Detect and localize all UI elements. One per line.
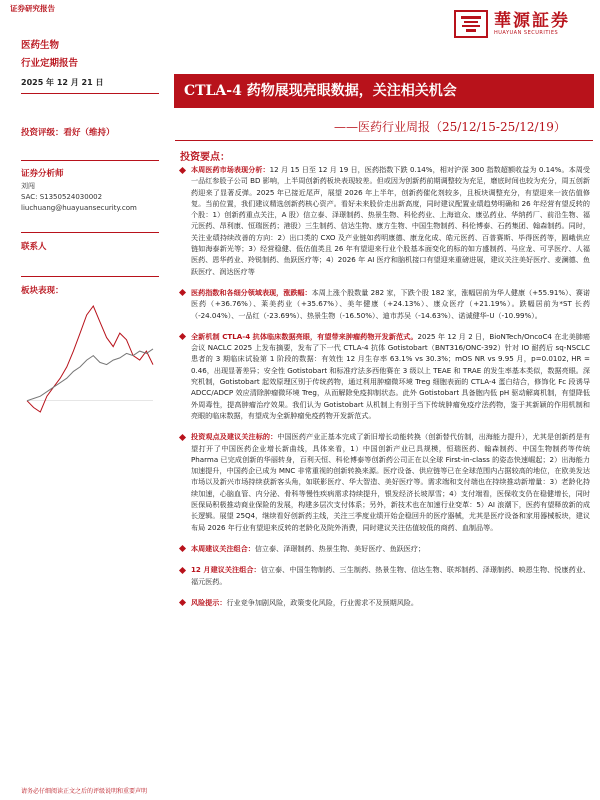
point-index-performance [180,287,590,321]
point-monthly-portfolio [180,564,590,587]
point-text: 行业竞争加剧风险，政策变化风险，行业需求不及预期风险。 [226,597,418,607]
left-divider-4 [21,276,159,277]
left-divider [21,93,159,94]
sector-performance-chart [21,300,159,418]
key-points-title: 投资要点： [180,152,230,163]
report-subtitle: ——医药行业周报（25/12/15-25/12/19） [334,120,566,134]
point-text: 中国医药产业正基本完成了新旧增长动能转换（创新替代仿制，出海能力提升），尤其是创新药是有望打开了中国医药企业增长新曲线，具体来看，1）中国创新产业已具规模，恒瑞医药、翰森制药、中国生物制药等传统 Pharma 已完成创新的华丽转身，百利天恒、科伦博泰等创新药公司正在以全球 First-in-class 的姿态快速崛起；2）出海能力加速提升，中国药企已成为 MNC 非常重视的创新转换来源。医疗设备、供应链等已在全球范围内占据较高的地位，在欧美发达市场以及新兴市场持续获新客头角，如联影医疗、华大智造、美好医疗等。需求端和支付端也在持续推动新增量：3）老龄化持续加速，心脑血管、内分泌、骨科等慢性疾病需求持续提升，银发经济长坡厚雪；4）支付端看，医保收支仍在稳健增长，同时医保局积极推动商业保险的发展，构建多层次支付体系；另外，新技术也在加速行业变革：5）AI 浪潮下，医药有望释放新的成长逻辑。展望 25Q4，继续看好创新药主线，关注三季度业绩开始企稳回升的医疗器械，尤其是医疗设备和家用器械板块，建议布局 2026 年行业有望迎来反转的老龄化及院外消费，同时建议关注估值较低的商药、血制品等。 [191,432,590,532]
analyst-section-title: 证券分析师 [21,169,64,179]
brand-logo [454,10,570,38]
point-text: 12 月 15 日至 12 月 19 日，医药指数下跌 0.14%，相对沪深 300 指数超额收益为 0.14%。本周受一品红参股子公司 BD 影响，上半周创新药板块表现较差。但或因为创新药前期调整较为充足，磨底时间也较为充分，周五创新药迎来了显著反弹。2025 年已接近尾声，展望 2026 年上半年，创新药催化剂较多，且板块调整充分，有望迎来一波估值修复。当前位置，我们建议精选创新药核心资产。看好未来股价走出新高度，同时建议配置业绩趋势明确和 26 年经营有望反转的个股：1）创新药重点关注，A 股）信立泰、泽璟制药、热景生物、科伦药业、上海谊众、康弘药业、华纳药厂、前沿生物、福元医药、昂利康、恒瑞医药；港股）三生制药、信达生物、康方生物、中国生物制药、科伦博泰、石药集团、翰森制药。同时，关注业绩持续改善的方向：2）出口类的 CXO 及产业链如药明康德、康龙化成、皓元医药、百普赛斯、毕得医药等，圆峨供应链如海泰新光等；3）经营稳健、低估值类且 26 年有望迎来行业个股基本面变化的标的如方盛制药、马应龙、可孚医疗、人福医药、恩华药业、羚锐制药、鱼跃医疗等；4）2026 年 AI 医疗和脑机接口有望迎来重磅进展，建议关注美好医疗、麦澜德、鱼跃医疗、润达医疗等 [191,165,590,276]
report-title: CTLA-4 药物展现亮眼数据，关注相关机会 [174,74,594,108]
left-divider-2 [21,160,159,161]
point-lead: 风险提示： [191,597,227,607]
point-risk [180,597,590,608]
point-text: 2025 年 12 月 2 日，BioNTech/OncoC4 在北美肺癌会议 NACLC 2025 上发布摘要，发布了下一代 CTLA-4 抗体 Gotistobart（BNT316/ONC-392）针对 IO 耐药后 sq-NSCLC 患者的 3 期临床试验第 1 阶段的数据：有效性 12 月生存率 63.1% vs 30.3%；mOS NR vs 9.95 月，p=0.0102, HR = 0.46，出现显著差异；安全性 Gotistobart 和标准疗法多西他赛在 3 级以上 TEAE 和 TRAE 的发生率基本类似，数据亮眼。深究机制，Gotistobart 起效原理区别于传统药物，通过利用肿瘤微环境 Treg 细胞表面的 CTLA-4 蛋白结合，修饰化 Fc 段诱导 ADCC/ADCP 效应清除肿瘤微环境 Treg，从而解除免疫抑制状态。此外 Gotistobart 具备胞内低 pH 驱动解离机制，有望降低外周毒性，提高肿瘤治疗效果。我们认为 Gotistobart 从机制上有别于当下传统肿瘤免疫疗法药物，鉴于其新颖的作用机制和亮眼的临床数据，有望成为全新肿瘤免疫药物开发新范式。 [191,331,590,420]
logo-english-name: HUAYUAN SECURITIES [494,30,559,36]
point-lead: 本周医药市场表现分析： [191,165,270,174]
point-lead: 12 月建议关注组合： [191,565,261,575]
point-lead: 全新机制 CTLA-4 抗体临床数据亮眼，有望带来肿瘤药物开发新范式。 [191,331,418,341]
industry-label: 医药生物 [21,40,60,51]
analyst-name: 刘闯 [21,182,35,190]
doc-type-label: 证券研究报告 [10,4,55,13]
point-lead: 本周建议关注组合： [191,543,255,553]
chart-series-line-0 [27,306,153,412]
left-divider-3 [21,232,159,233]
title-divider [175,140,593,141]
contact-section-title: 联系人 [21,242,47,252]
point-text: 信立泰、泽璟制药、热景生物、美好医疗、鱼跃医疗； [254,543,426,553]
point-weekly-portfolio [180,543,590,554]
analyst-email[interactable]: liuchuang@huayuansecurity.com [21,204,137,212]
point-lead: 投资观点及建议关注标的： [191,432,278,442]
rating-value: 看好（维持） [63,128,115,138]
logo-seal-icon [454,10,488,38]
logo-name: 華源証券 [494,11,570,31]
point-text: 信立泰、中国生物制药、三生制药、热景生物、信达生物、联邦制药、泽璟制药、映恩生物、悦康药业、福元医药。 [191,565,591,586]
footer-disclaimer: 请务必仔细阅读正文之后的评级说明和重要声明 [21,788,148,795]
point-lead: 医药指数和各细分领域表现，涨跌幅： [191,287,312,297]
report-type-label: 行业定期报告 [21,58,79,69]
chart-section-title: 板块表现： [21,286,64,296]
investment-rating [21,126,115,138]
point-text: 本周上涨个股数量 282 家，下跌个股 182 家，涨幅居前为华人健康（+55.91%）、赛诺医药（+36.76%）、莱美药业（+35.67%）、美年健康（+24.13%）、康众医疗（+21.19%）。跌幅居前为*ST 长药（-24.04%）、一品红（-23.69%）、热景生物（-16.50%）、迪市苏吴（-14.63%）、诺诚健华-U（-10.99%）。 [191,287,590,320]
page-header [0,0,600,44]
point-investment-view [180,431,590,533]
key-points-list [180,164,590,618]
point-ctla4 [180,331,590,421]
analyst-sac: SAC: S1350524030002 [21,193,103,201]
rating-label: 投资评级： [21,128,64,138]
report-date: 2025 年 12 月 21 日 [21,78,104,87]
point-market-review [180,164,590,277]
